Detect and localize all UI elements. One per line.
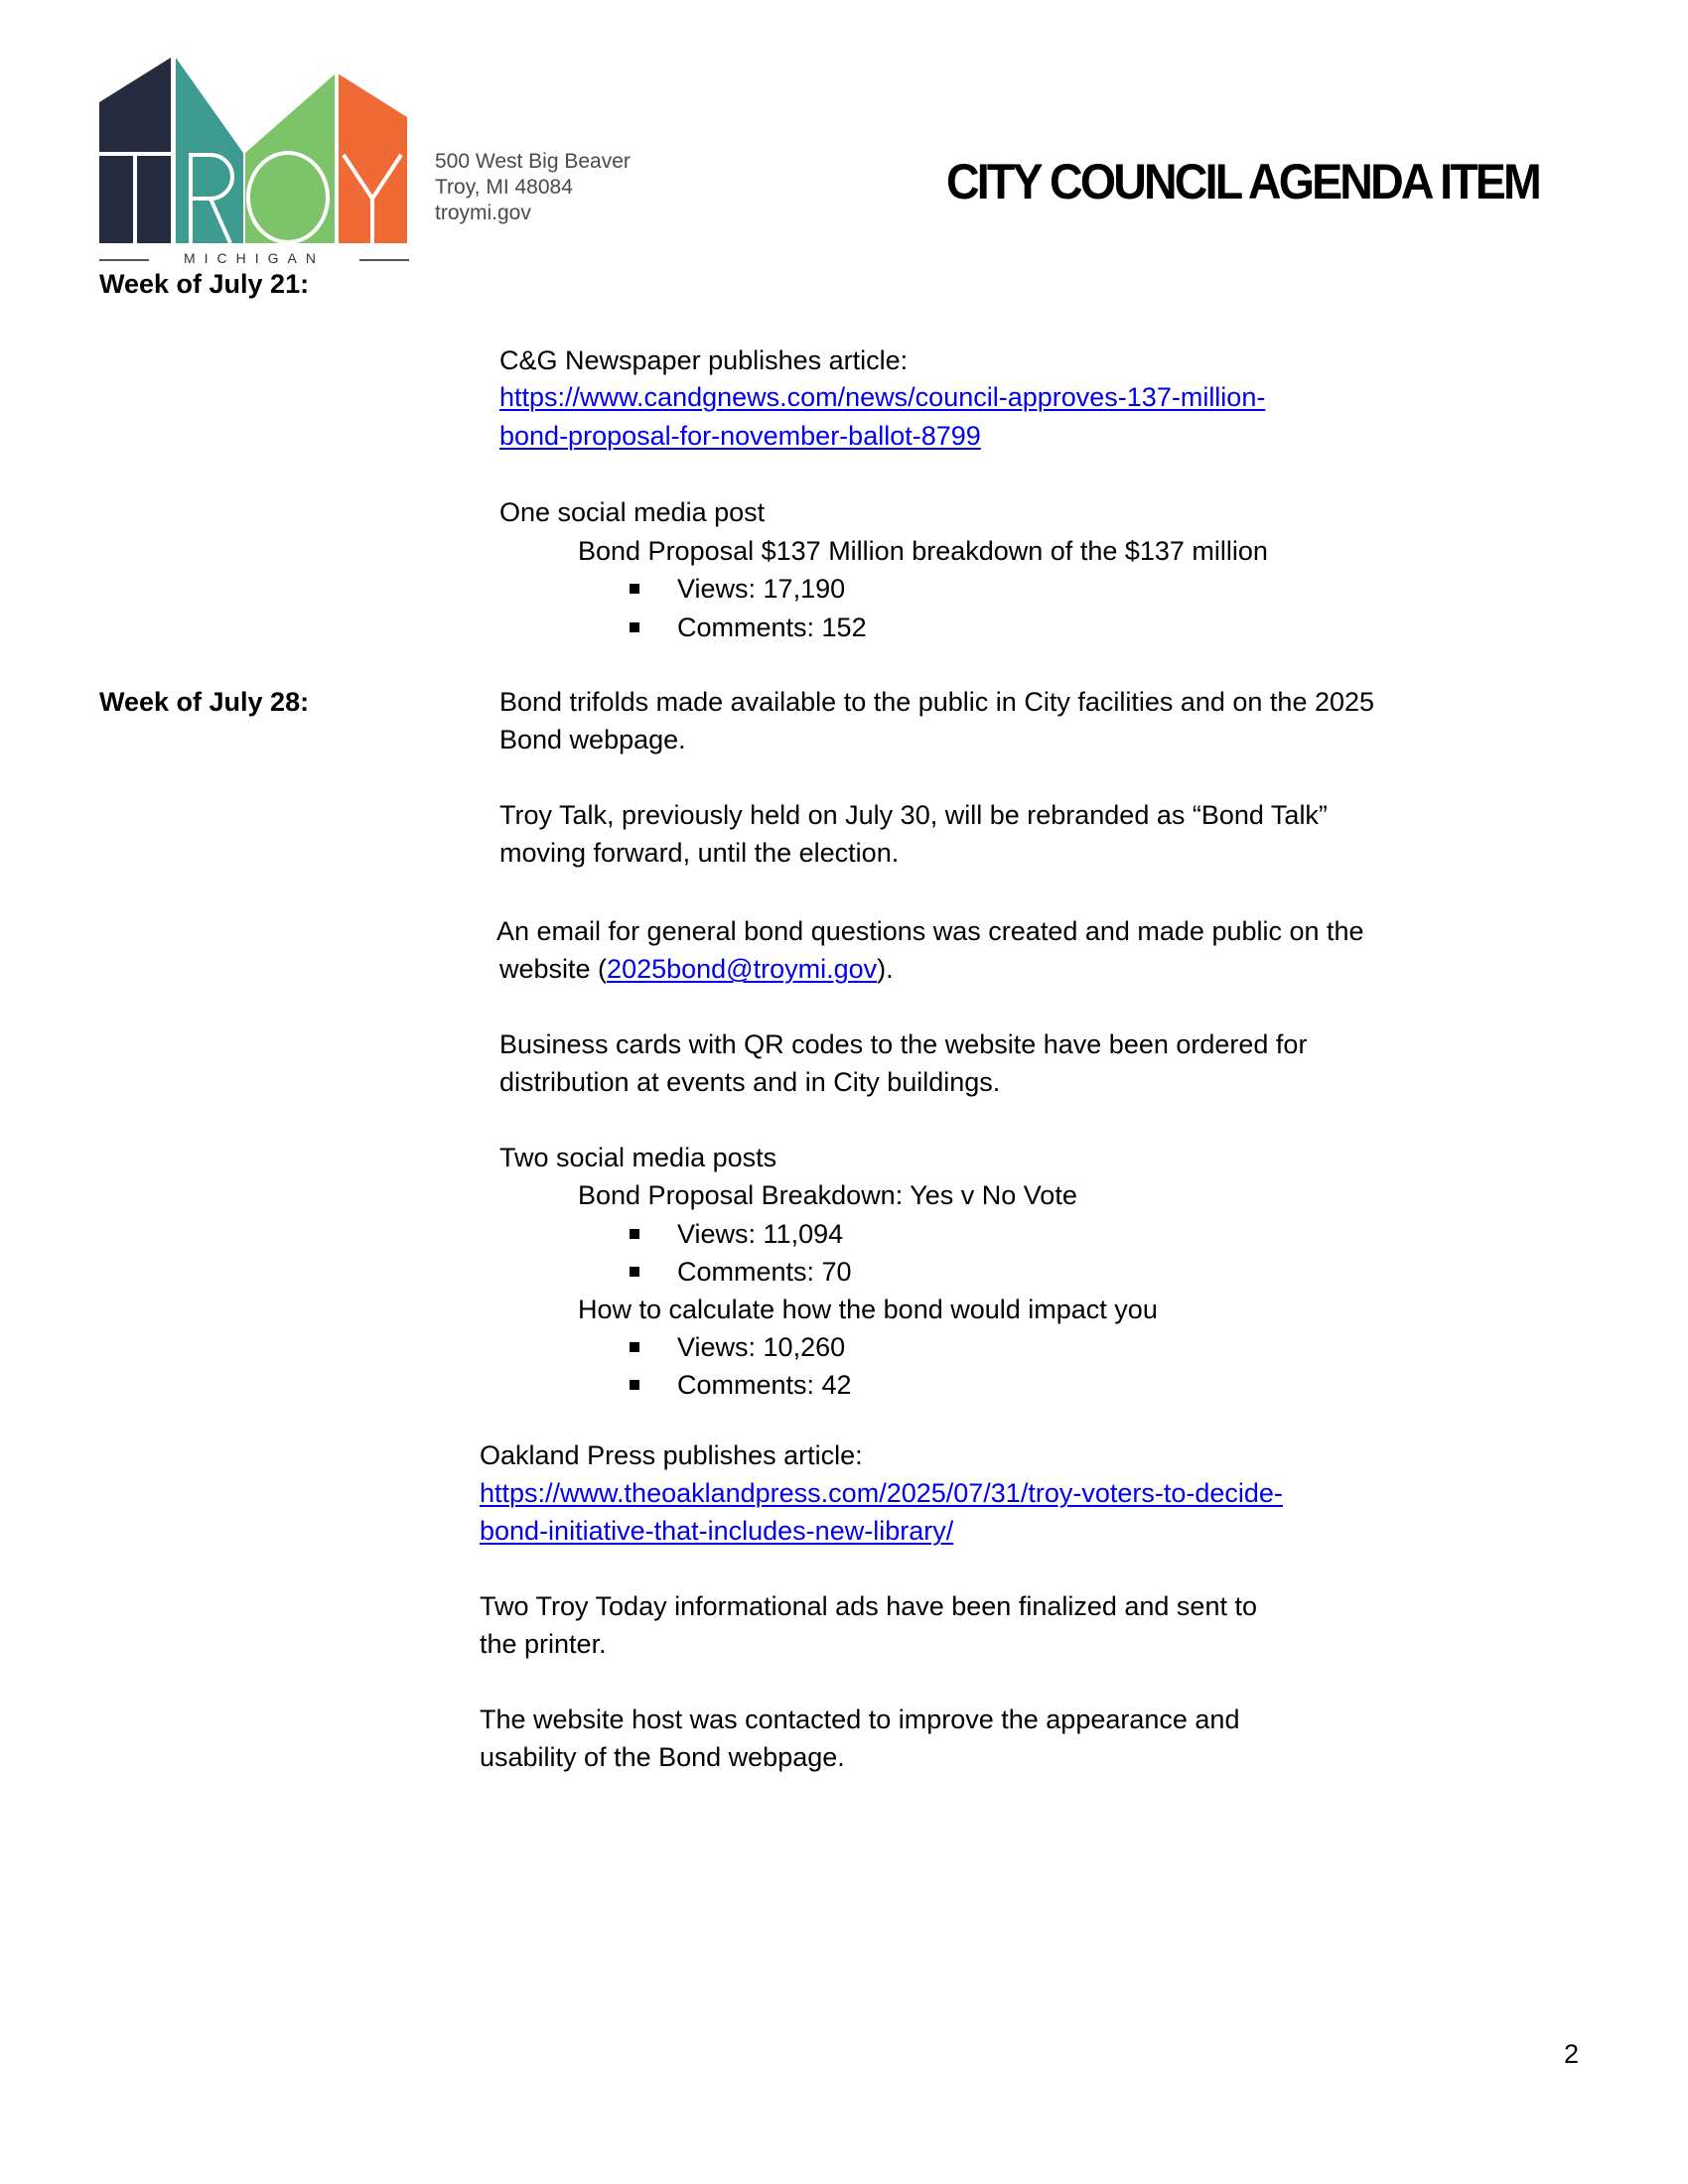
social-post-title: Bond Proposal $137 Million breakdown of the $137 million: [578, 536, 1268, 566]
week-label-july-28: Week of July 28:: [99, 687, 310, 717]
business-cards-line-2: distribution at events and in City buildings.: [499, 1067, 1001, 1097]
cg-article-link-line-1[interactable]: https://www.candgnews.com/news/council-approves-137-million-: [499, 382, 1266, 412]
troy-today-line-2: the printer.: [480, 1629, 607, 1659]
page-number: 2: [1564, 2039, 1580, 2069]
email-suffix: ).: [877, 954, 894, 984]
social-post-views: Views: 11,094: [677, 1219, 844, 1249]
cg-article-intro: C&G Newspaper publishes article:: [499, 345, 909, 375]
email-prefix: website (: [499, 954, 608, 984]
social-post-comments: Comments: 70: [677, 1257, 852, 1287]
oakland-article-link-line-1[interactable]: https://www.theoaklandpress.com/2025/07/31/troy-voters-to-decide-: [480, 1478, 1283, 1508]
troy-logo: [99, 58, 409, 266]
troy-talk-line-1: Troy Talk, previously held on July 30, will be rebranded as “Bond Talk”: [499, 800, 1328, 830]
cg-article-link-line-2[interactable]: bond-proposal-for-november-ballot-8799: [499, 421, 981, 451]
logo-subtitle: MICHIGAN: [184, 250, 325, 266]
oakland-article-link-line-2[interactable]: bond-initiative-that-includes-new-library/: [480, 1516, 954, 1546]
email-link[interactable]: 2025bond@troymi.gov: [607, 954, 878, 984]
address-line-2: Troy, MI 48084: [435, 176, 573, 199]
social-post-comments: Comments: 152: [677, 613, 867, 642]
address-line-1: 500 West Big Beaver: [435, 150, 631, 173]
social-post-views: Views: 10,260: [677, 1332, 846, 1362]
social-post-views: Views: 17,190: [677, 574, 846, 604]
troy-today-line-1: Two Troy Today informational ads have been finalized and sent to: [480, 1591, 1257, 1621]
trifolds-line-2: Bond webpage.: [499, 725, 686, 754]
city-website: troymi.gov: [435, 202, 531, 224]
social-heading-week1: One social media post: [499, 497, 766, 527]
social-post-comments: Comments: 42: [677, 1370, 852, 1400]
business-cards-line-1: Business cards with QR codes to the website have been ordered for: [499, 1029, 1308, 1059]
troy-logo-graphic: [99, 58, 409, 266]
social-post-title: Bond Proposal Breakdown: Yes v No Vote: [578, 1180, 1077, 1210]
trifolds-line-1: Bond trifolds made available to the public in City facilities and on the 2025: [499, 687, 1375, 717]
bullet-icon: [630, 1267, 639, 1277]
website-host-line-2: usability of the Bond webpage.: [480, 1742, 845, 1772]
social-heading-week2: Two social media posts: [499, 1143, 777, 1172]
bullet-icon: [630, 1342, 639, 1352]
email-line-1: An email for general bond questions was created and made public on the: [496, 916, 1364, 946]
oakland-article-intro: Oakland Press publishes article:: [480, 1440, 863, 1470]
bullet-icon: [630, 1229, 639, 1239]
social-post-title: How to calculate how the bond would impact you: [578, 1295, 1158, 1324]
bullet-icon: [630, 622, 639, 632]
week-label-july-21: Week of July 21:: [99, 269, 310, 299]
troy-talk-line-2: moving forward, until the election.: [499, 838, 900, 868]
page-title: CITY COUNCIL AGENDA ITEM: [946, 154, 1539, 209]
logo-teal-segment: [176, 58, 243, 243]
bullet-icon: [630, 584, 639, 594]
website-host-line-1: The website host was contacted to improve the appearance and: [480, 1705, 1240, 1734]
email-line-2: [499, 950, 894, 988]
bullet-icon: [630, 1380, 639, 1390]
